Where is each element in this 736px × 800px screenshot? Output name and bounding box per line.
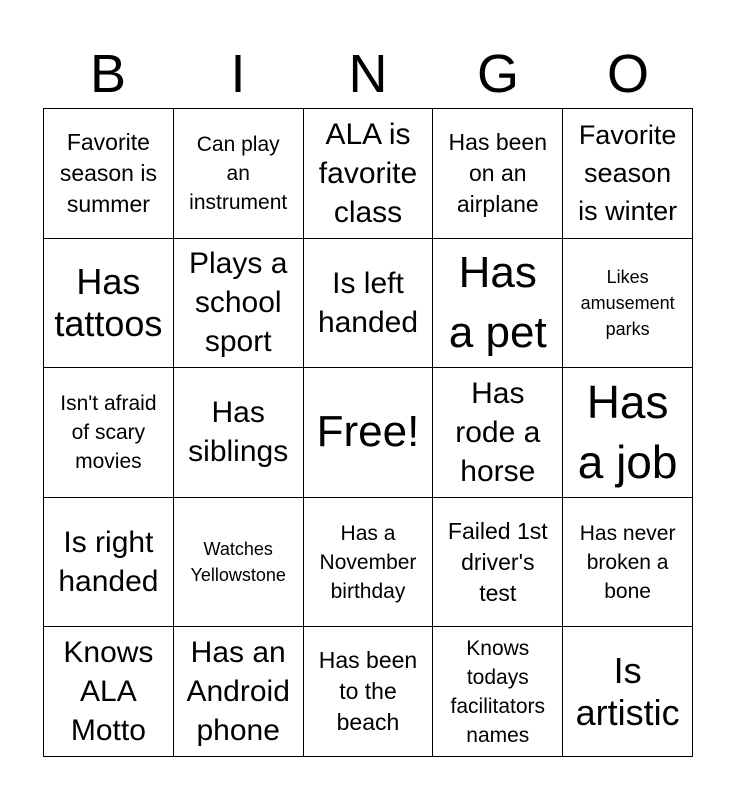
bingo-cell[interactable]	[433, 368, 563, 498]
bingo-cell[interactable]	[174, 109, 304, 239]
cell-text: Has an Android phone	[186, 636, 290, 748]
cell-text: ALA is favorite class	[318, 117, 418, 229]
bingo-cell[interactable]	[433, 498, 563, 628]
bingo-cell[interactable]	[174, 627, 304, 757]
bingo-cell[interactable]	[563, 239, 693, 369]
bingo-cell[interactable]	[433, 239, 563, 369]
bingo-cell[interactable]	[304, 109, 434, 239]
bingo-cell[interactable]	[44, 239, 174, 369]
cell-text: Watches Yellowstone	[190, 539, 286, 586]
cell-text: Failed 1st driver's test	[447, 517, 548, 606]
bingo-grid	[43, 108, 693, 757]
cell-text: Has been on an airplane	[448, 128, 548, 217]
cell-text: Has tattoos	[54, 260, 163, 344]
cell-text: Has a pet	[448, 247, 547, 357]
bingo-cell[interactable]	[433, 627, 563, 757]
bingo-cell[interactable]	[563, 368, 693, 498]
header-letter-o: O	[606, 44, 649, 104]
bingo-header	[43, 40, 693, 108]
cell-text: Knows todays facilitators names	[450, 636, 546, 747]
cell-text: Is artistic	[575, 649, 680, 733]
bingo-cell[interactable]	[174, 498, 304, 628]
cell-text: Has rode a horse	[455, 376, 541, 488]
bingo-cell[interactable]	[563, 627, 693, 757]
cell-text: Favorite season is summer	[59, 128, 157, 217]
cell-text: Has never broken a bone	[579, 521, 676, 603]
header-letter-b: B	[89, 44, 127, 104]
header-letter-i: I	[230, 44, 246, 104]
bingo-cell[interactable]	[433, 109, 563, 239]
cell-text: Is left handed	[317, 266, 419, 339]
cell-text: Knows ALA Motto	[63, 636, 154, 748]
cell-text: Has siblings	[188, 396, 289, 469]
bingo-cell[interactable]	[304, 498, 434, 628]
cell-text: Has a November birthday	[319, 521, 417, 603]
cell-text: Isn't afraid of scary movies	[60, 391, 157, 473]
bingo-cell[interactable]	[304, 627, 434, 757]
cell-text: Has been to the beach	[318, 647, 418, 736]
cell-text: Can play an instrument	[189, 132, 288, 214]
cell-text: Is right handed	[58, 526, 159, 599]
bingo-cell[interactable]	[304, 368, 434, 498]
bingo-cell[interactable]	[44, 368, 174, 498]
cell-text: Has a job	[577, 376, 678, 489]
header-letter-g: G	[476, 44, 519, 104]
bingo-cell[interactable]	[174, 368, 304, 498]
bingo-cell[interactable]	[563, 109, 693, 239]
free-space: Free!	[316, 407, 420, 457]
bingo-cell[interactable]	[44, 627, 174, 757]
cell-text: Likes amusement parks	[580, 266, 675, 339]
cell-text: Plays a school sport	[189, 247, 288, 359]
bingo-cell[interactable]	[304, 239, 434, 369]
bingo-cell[interactable]	[44, 109, 174, 239]
bingo-cell[interactable]	[44, 498, 174, 628]
bingo-cell[interactable]	[174, 239, 304, 369]
cell-text: Favorite season is winter	[578, 120, 678, 227]
header-letter-n: N	[348, 44, 388, 104]
bingo-cell[interactable]	[563, 498, 693, 628]
